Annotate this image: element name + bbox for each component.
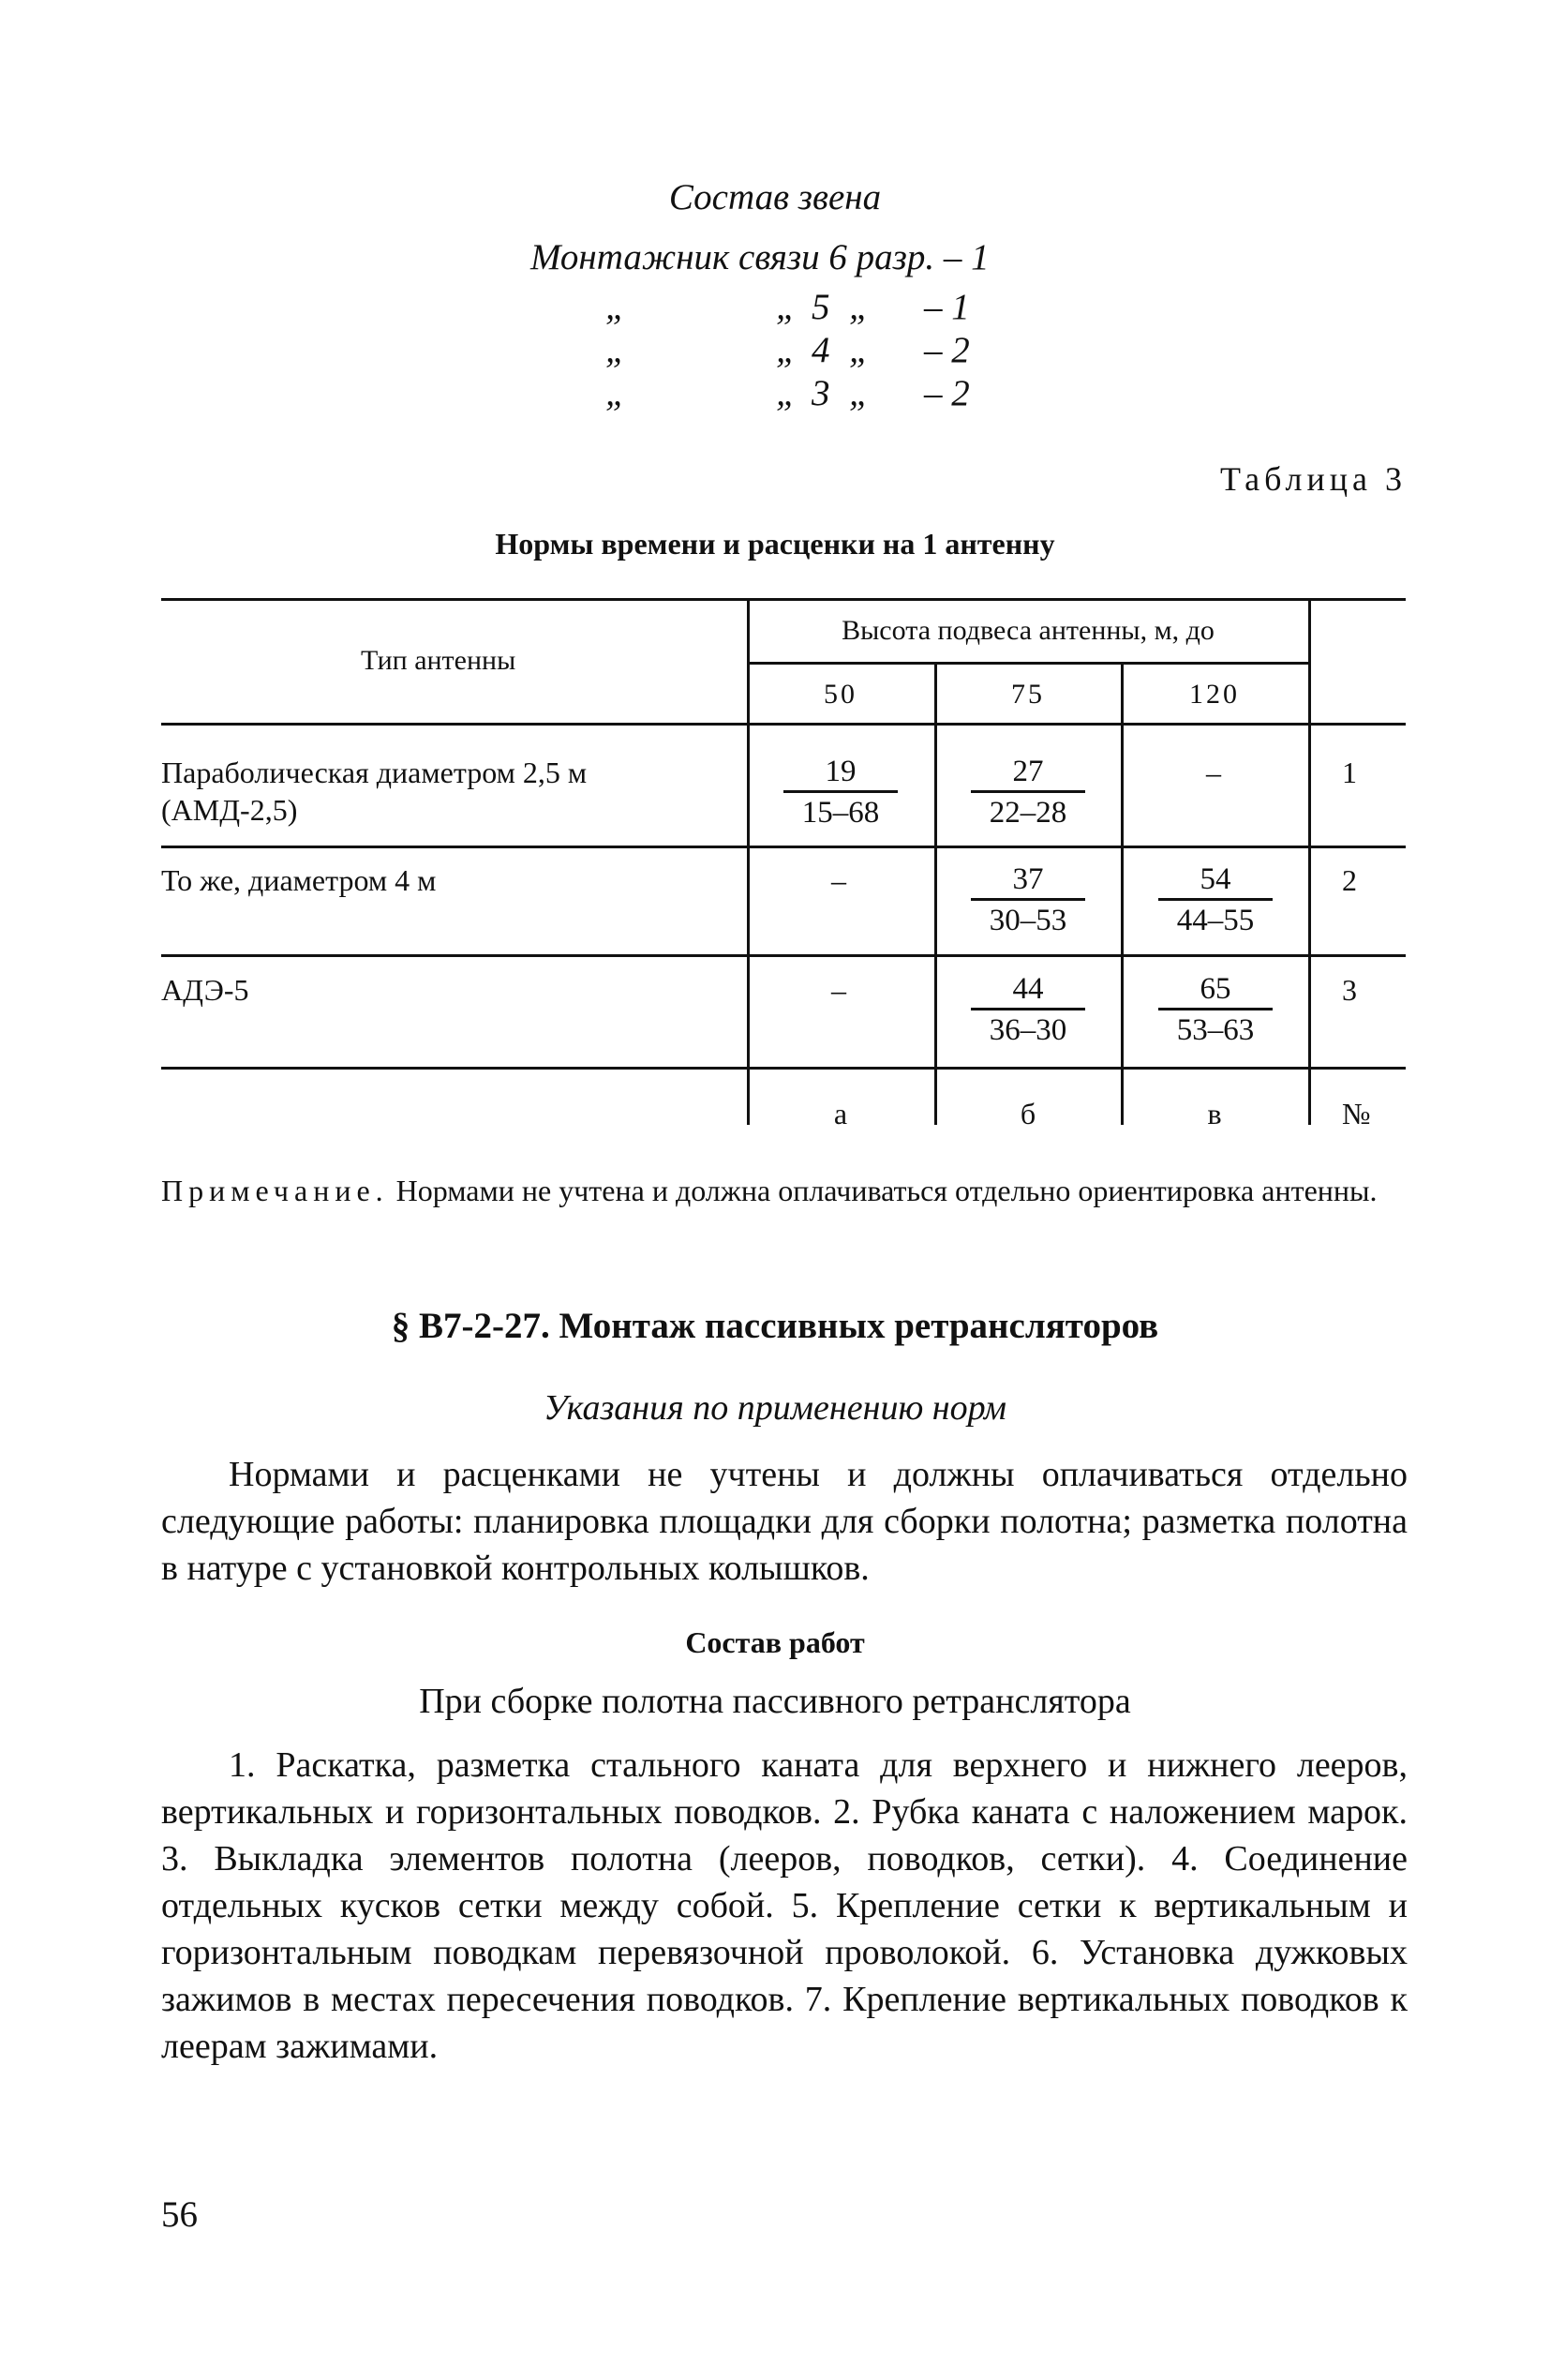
row-number: 1 bbox=[1342, 756, 1357, 789]
table-title: Нормы времени и расценки на 1 антенну bbox=[495, 527, 1055, 561]
time-norm: 44 bbox=[1012, 972, 1044, 1006]
instructions-title: Указания по применению норм bbox=[544, 1388, 1006, 1428]
ditto-mark: „ bbox=[605, 330, 626, 370]
time-norm: 27 bbox=[1012, 755, 1044, 788]
page-number: 56 bbox=[161, 2194, 198, 2235]
col-rule bbox=[1308, 600, 1311, 1125]
column-letter: в bbox=[1207, 1097, 1222, 1130]
column-letter: б bbox=[1020, 1097, 1036, 1130]
height-50: 50 bbox=[824, 679, 857, 710]
antenna-type: Параболическая диаметром 2,5 м bbox=[161, 756, 588, 789]
table-top-rule bbox=[161, 598, 1406, 601]
row-rule bbox=[161, 954, 1406, 957]
crew-row bbox=[530, 286, 1055, 329]
header-sub-rule bbox=[747, 662, 1309, 665]
rate: 53–63 bbox=[1176, 1013, 1255, 1047]
works-subtitle: При сборке полотна пассивного ретранслятора bbox=[419, 1682, 1131, 1721]
rate: 15–68 bbox=[801, 796, 880, 830]
antenna-type-model: (АМД-2,5) bbox=[161, 793, 298, 827]
col-header-type: Тип антенны bbox=[361, 645, 516, 676]
empty-cell-dash: – bbox=[831, 863, 846, 897]
norm-fraction bbox=[770, 753, 911, 832]
table-number: Таблица 3 bbox=[1220, 460, 1407, 498]
ditto-mark: „ bbox=[849, 330, 870, 370]
rate: 36–30 bbox=[989, 1013, 1067, 1047]
norm-fraction bbox=[958, 970, 1098, 1050]
rate: 30–53 bbox=[989, 904, 1067, 937]
antenna-type: То же, диаметром 4 м bbox=[161, 863, 437, 897]
crew-count: – 2 bbox=[924, 373, 970, 413]
crew-row bbox=[530, 329, 1055, 372]
crew-count: – 1 bbox=[924, 287, 970, 327]
ditto-mark: „ bbox=[776, 373, 797, 413]
col-rule bbox=[934, 662, 937, 1125]
ditto-mark: „ bbox=[605, 373, 626, 413]
norm-fraction bbox=[958, 753, 1098, 832]
row-number: 2 bbox=[1342, 863, 1357, 897]
header-bottom-rule bbox=[161, 723, 1406, 726]
time-norm: 37 bbox=[1012, 862, 1044, 896]
ditto-mark: „ bbox=[776, 330, 797, 370]
norm-fraction bbox=[1145, 861, 1286, 940]
height-120: 120 bbox=[1189, 679, 1240, 710]
works-title: Состав работ bbox=[685, 1625, 865, 1659]
norm-fraction bbox=[958, 861, 1098, 940]
col-rule bbox=[1121, 662, 1124, 1125]
ditto-mark: „ bbox=[605, 287, 626, 327]
antenna-type: АДЭ-5 bbox=[161, 973, 249, 1007]
column-number-sign: № bbox=[1342, 1097, 1371, 1130]
time-norm: 54 bbox=[1200, 862, 1231, 896]
row-rule bbox=[161, 846, 1406, 848]
time-norm: 19 bbox=[825, 755, 857, 788]
rate: 22–28 bbox=[989, 796, 1067, 830]
column-letter: а bbox=[833, 1097, 848, 1130]
crew-main-line: Монтажник связи 6 разр. – 1 bbox=[530, 237, 990, 277]
empty-cell-dash: – bbox=[831, 973, 846, 1007]
ditto-mark: „ bbox=[776, 287, 797, 327]
empty-cell-dash: – bbox=[1206, 756, 1221, 789]
ditto-mark: „ bbox=[849, 373, 870, 413]
crew-count: – 2 bbox=[924, 330, 970, 370]
instructions-paragraph: Нормами и расценками не учтены и должны оплачиваться отдельно следующие работы: планировка площадки для сборки полотна; разметка полотна в натуре с установкой контрольных колышков. bbox=[161, 1455, 1408, 1588]
note-label: Примечание. bbox=[161, 1174, 389, 1207]
crew-grade: 3 bbox=[812, 373, 830, 413]
crew-row bbox=[530, 372, 1055, 415]
works-paragraph: 1. Раскатка, разметка стального каната для верхнего и нижнего лееров, вертикальных и горизонтальных поводков. 2. Рубка каната с наложением марок. 3. Выкладка элементов полотна (лееров, поводков, сетки). 4. Соединение отдельных кусков сетки между собой. 5. Крепление сетки к вертикальным и горизонтальным поводкам перевязочной проволокой. 6. Установка дужковых зажимов в местах пересечения поводков. 7. Крепление вертикальных поводков к леерам зажимами. bbox=[161, 1745, 1408, 2066]
col-header-height: Высота подвеса антенны, м, до bbox=[842, 615, 1215, 646]
time-norm: 65 bbox=[1200, 972, 1231, 1006]
row-number: 3 bbox=[1342, 973, 1357, 1007]
ditto-mark: „ bbox=[849, 287, 870, 327]
crew-grade: 5 bbox=[812, 287, 830, 327]
section-title: § В7-2-27. Монтаж пассивных ретрансляторов bbox=[391, 1306, 1159, 1346]
table-note bbox=[161, 1172, 1408, 1209]
height-75: 75 bbox=[1011, 679, 1045, 710]
rate: 44–55 bbox=[1176, 904, 1255, 937]
crew-title: Состав звена bbox=[668, 177, 882, 217]
norm-fraction bbox=[1145, 970, 1286, 1050]
crew-grade: 4 bbox=[812, 330, 830, 370]
note-text: Нормами не учтена и должна оплачиваться отдельно ориентировка антенны. bbox=[388, 1174, 1378, 1207]
row-rule bbox=[161, 1067, 1406, 1070]
